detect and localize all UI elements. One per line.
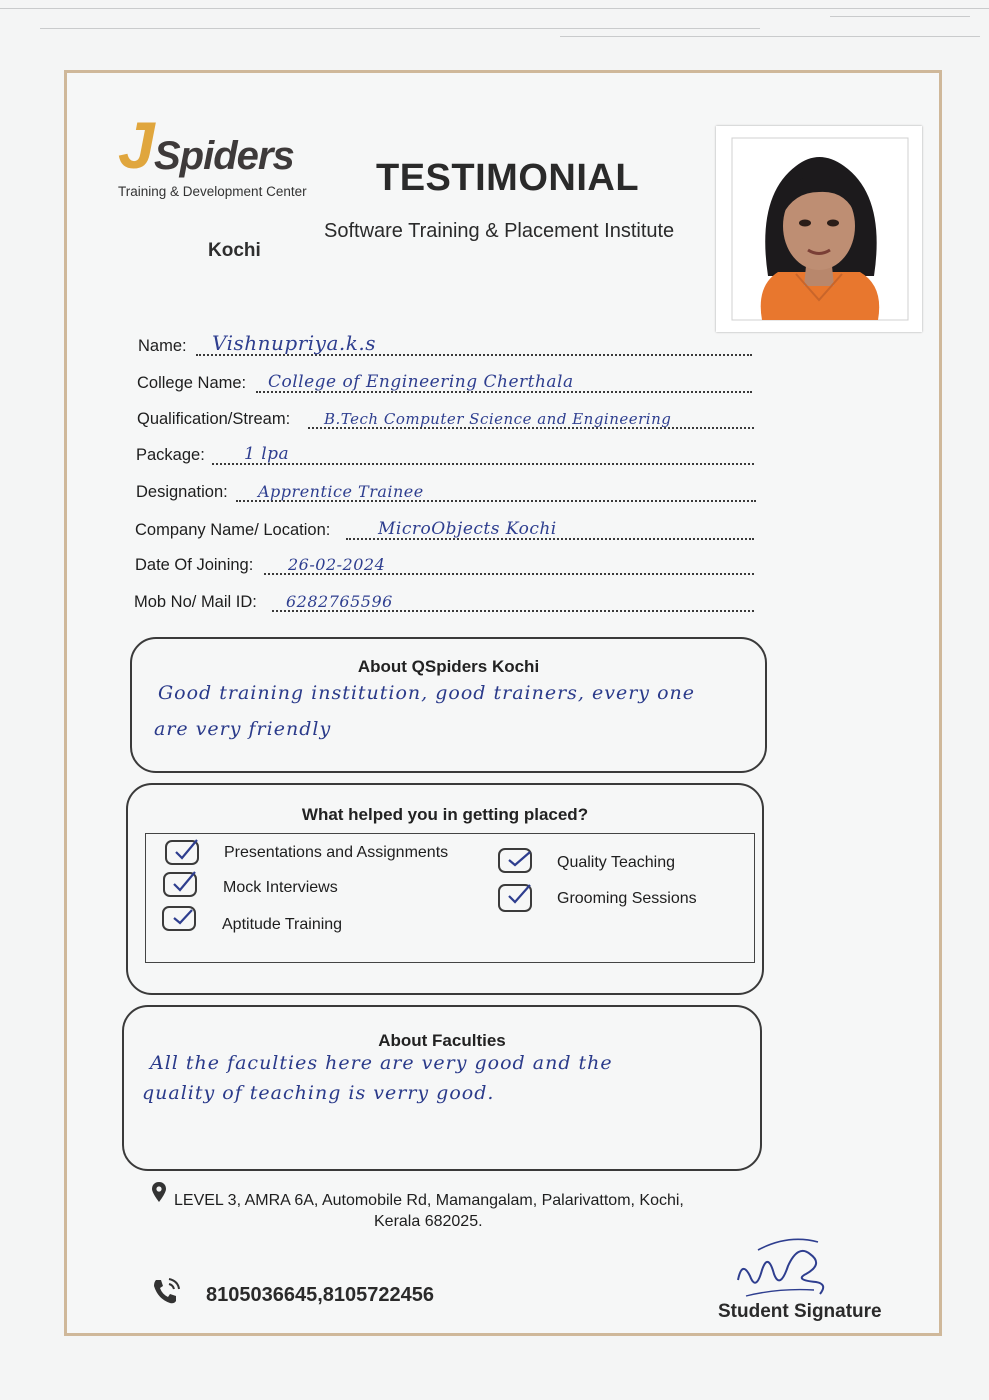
field-name	[0, 330, 989, 360]
field-label: Name:	[138, 337, 187, 355]
about-qspiders-line-1: Good training institution, good trainers, every one	[158, 682, 696, 704]
field-value: College of Engineering Cherthala	[268, 372, 574, 392]
field-label: Date Of Joining:	[135, 556, 254, 574]
page-subtitle: Software Training & Placement Institute	[324, 220, 675, 242]
option-grooming-sessions: Grooming Sessions	[557, 890, 697, 907]
field-label: Designation:	[136, 483, 228, 501]
student-photo	[716, 126, 922, 332]
about-faculties-line-2: quality of teaching is verry good.	[142, 1082, 495, 1104]
placement-help-title: What helped you in getting placed?	[301, 805, 589, 824]
about-qspiders-box	[130, 637, 767, 773]
field-value: MicroObjects Kochi	[378, 519, 557, 539]
checkbox-presentations[interactable]	[165, 840, 199, 865]
field-designation	[0, 476, 989, 506]
address-line-1: LEVEL 3, AMRA 6A, Automobile Rd, Mamangalam, Palarivattom, Kochi,	[174, 1192, 684, 1209]
logo-tagline: Training & Development Center	[118, 184, 307, 199]
field-label: Package:	[136, 446, 205, 464]
checkbox-quality-teaching[interactable]	[498, 848, 532, 873]
field-label: Mob No/ Mail ID:	[134, 593, 257, 611]
about-faculties-box	[122, 1005, 762, 1171]
student-signature-label: Student Signature	[718, 1301, 882, 1322]
about-qspiders-line-2: are very friendly	[154, 718, 332, 740]
contact-phone-numbers: 8105036645,8105722456	[206, 1284, 435, 1306]
page-title: TESTIMONIAL	[376, 157, 640, 199]
logo-wordmark: Spiders	[154, 134, 294, 178]
field-value: 6282765596	[286, 592, 393, 611]
phone-icon	[150, 1276, 182, 1308]
placement-help-box	[126, 783, 764, 995]
field-college	[0, 367, 989, 397]
checkmark-icon	[506, 846, 532, 870]
address-line-2: Kerala 682025.	[374, 1213, 483, 1230]
field-value: Vishnupriya.k.s	[212, 331, 376, 355]
field-package	[0, 439, 989, 469]
option-aptitude-training: Aptitude Training	[222, 916, 343, 933]
field-label: College Name:	[137, 374, 247, 392]
branch-name: Kochi	[208, 240, 261, 261]
logo-q-mark: J	[118, 108, 155, 182]
student-signature-icon	[728, 1230, 838, 1310]
field-date-of-joining	[0, 549, 989, 579]
field-value: B.Tech Computer Science and Engineering	[324, 410, 672, 428]
option-presentations: Presentations and Assignments	[224, 844, 449, 861]
checkbox-aptitude-training[interactable]	[162, 906, 196, 931]
checkmark-icon	[170, 904, 196, 928]
field-value: 1 lpa	[244, 444, 290, 464]
field-label: Company Name/ Location:	[135, 521, 331, 539]
field-value: 26-02-2024	[288, 555, 386, 574]
checkbox-mock-interviews[interactable]	[163, 872, 197, 897]
student-portrait-icon	[716, 126, 922, 332]
institute-address	[150, 1190, 750, 1232]
about-faculties-line-1: All the faculties here are very good and the	[150, 1052, 613, 1074]
field-label: Qualification/Stream:	[137, 410, 291, 428]
checkmark-icon	[171, 870, 197, 894]
field-mobile	[0, 586, 989, 616]
field-qualification	[0, 403, 989, 433]
checkmark-icon	[173, 838, 199, 862]
about-qspiders-title: About QSpiders Kochi	[357, 657, 540, 676]
checkmark-icon	[506, 882, 532, 906]
checkbox-grooming-sessions[interactable]	[498, 884, 532, 912]
field-value: Apprentice Trainee	[258, 482, 424, 501]
field-company	[0, 514, 989, 544]
option-quality-teaching: Quality Teaching	[557, 854, 675, 871]
dotted-line	[212, 463, 754, 465]
option-mock-interviews: Mock Interviews	[223, 879, 338, 896]
placement-options-panel	[145, 833, 755, 963]
about-faculties-title: About Faculties	[378, 1031, 506, 1050]
